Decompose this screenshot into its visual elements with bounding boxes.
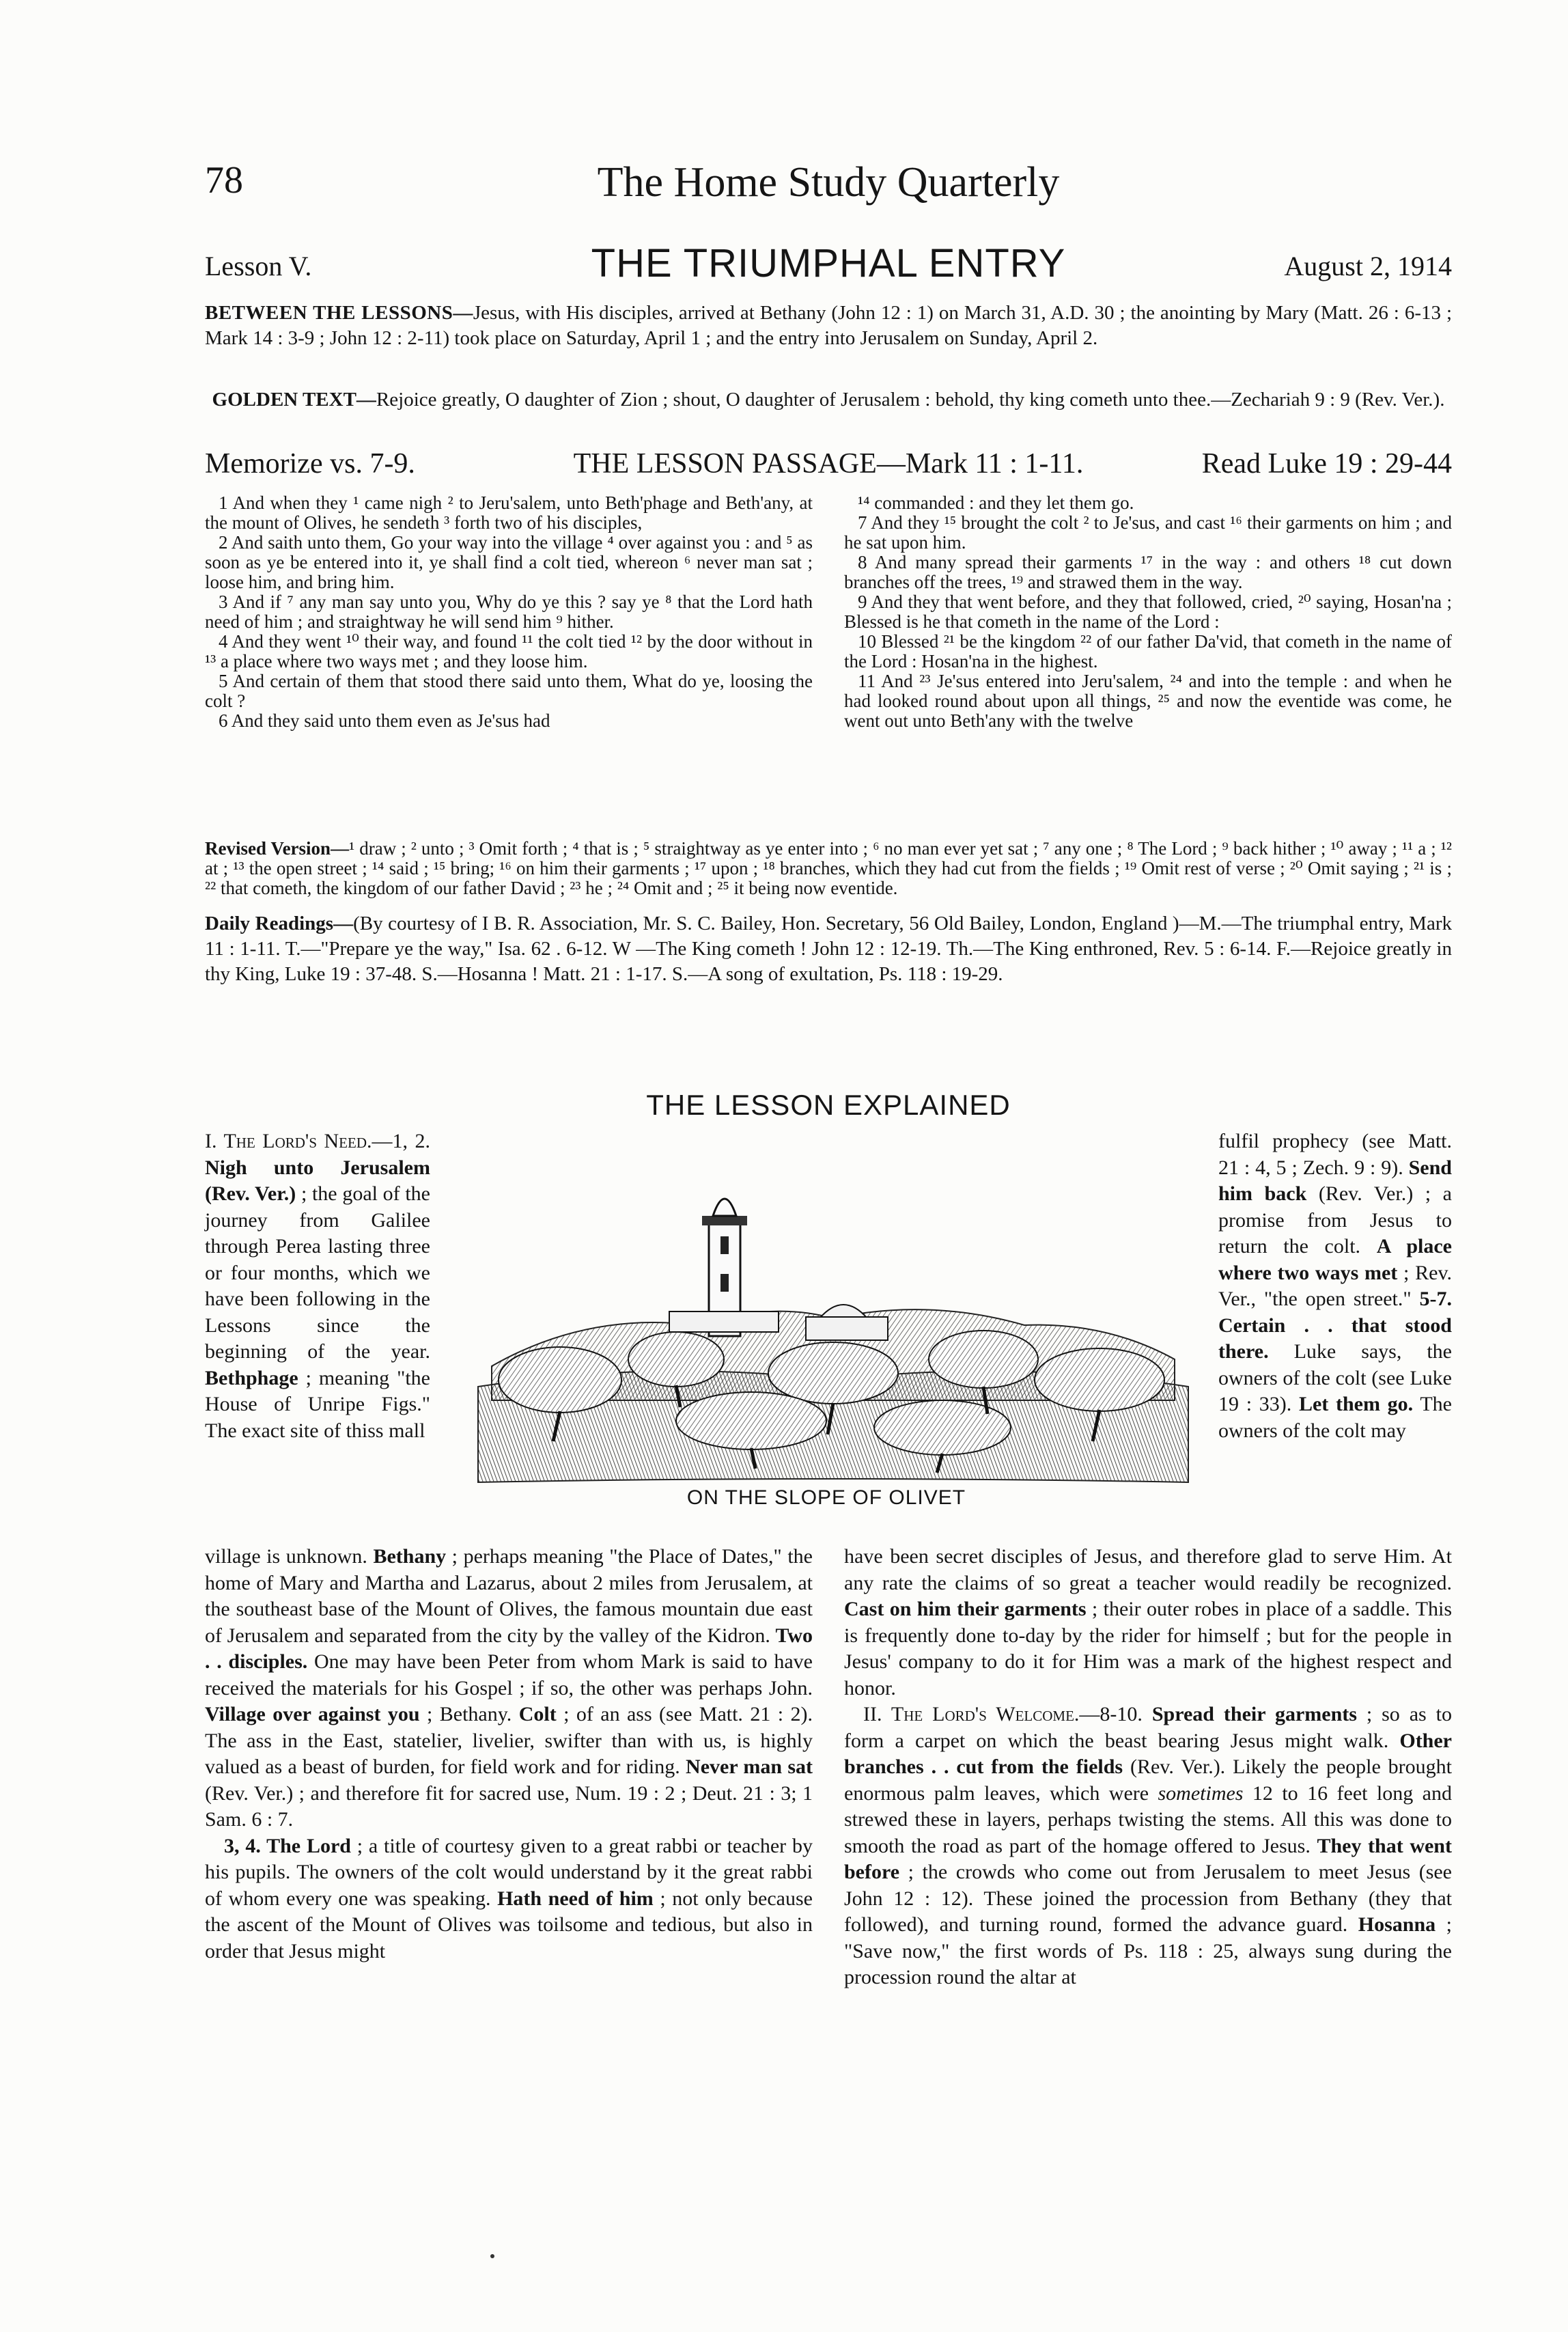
body-text: ; meaning "the House of Unripe Figs." The exact site of thiss mall — [205, 1366, 430, 1442]
term-send-back: Send him back — [1218, 1156, 1452, 1205]
body-text: (Rev. Ver.) ; a promise from Jesus to return the colt. — [1218, 1182, 1452, 1258]
body-text: ; so as to form a carpet on which the beast bearing Jesus might walk. — [844, 1703, 1452, 1752]
section-2-verse-ref: —8-10. — [1079, 1703, 1152, 1725]
lesson-explained-heading: THE LESSON EXPLAINED — [646, 1089, 1011, 1121]
golden-text-body: Rejoice greatly, O daughter of Zion ; shout, O daughter of Jerusalem : behold, thy king cometh unto thee.—Zechariah 9 : 9 (Rev. Ver.). — [376, 389, 1445, 411]
verse-7: 7 And they ¹⁵ brought the colt ² to Je'sus, and cast ¹⁶ their garments on him ; and he sat upon him. — [844, 512, 1452, 553]
lesson-title: THE TRIUMPHAL ENTRY — [591, 241, 1066, 286]
body-text: (Rev. Ver.). Likely the people brought enormous palm leaves, which were — [844, 1755, 1452, 1805]
body-text: (Rev. Ver.) ; and therefore fit for sacred use, Num. 19 : 2 ; Deut. 21 : 3; 1 Sam. 6 : 7. — [205, 1781, 813, 1831]
term-colt: Colt — [518, 1703, 557, 1725]
term-bethphage: Bethphage — [205, 1366, 298, 1389]
explained-column-a — [205, 1128, 430, 1444]
verse-1: 1 And when they ¹ came nigh ² to Jeru'salem, unto Beth'phage and Beth'any, at the mount of Olives, he sendeth ³ forth two of his disciples, — [205, 492, 813, 533]
between-lessons-label: BETWEEN THE LESSONS— — [205, 302, 473, 324]
term-two-disciples: Two . . disciples. — [205, 1624, 813, 1673]
periodical-title: The Home Study Quarterly — [597, 159, 1060, 206]
memorize-verses: Memorize vs. 7-9. — [205, 448, 415, 480]
olivet-illustration — [451, 1154, 1202, 1496]
body-text-italic: sometimes — [1158, 1781, 1244, 1805]
term-spread-garments: Spread their garments — [1151, 1703, 1357, 1725]
body-text: village is unknown. — [205, 1545, 374, 1568]
verse-10: 10 Blessed ²¹ be the kingdom ²² of our father Da'vid, that cometh in the name of the Lord : Hosan'na in the highest. — [844, 631, 1452, 671]
body-text: The owners of the colt may — [1218, 1393, 1452, 1442]
term-certain-stood-there: 5-7. Certain . . that stood there. — [1218, 1288, 1452, 1363]
body-text: ; "Save now," the first words of Ps. 118 : 25, always sung during the procession round the altar at — [844, 1913, 1452, 1988]
daily-readings-label: Daily Readings— — [205, 913, 354, 934]
term-hath-need: Hath need of him — [497, 1887, 654, 1910]
revised-version-text: ¹ draw ; ² unto ; ³ Omit forth ; ⁴ that is ; ⁵ straightway as ye enter into ; ⁶ no man ever yet sat ; ⁷ any one ; ⁸ The Lord ; ⁹ back hither ; ¹⁰ away ; ¹¹ a ; ¹² at ; ¹³ the open street ; ¹⁴ said ; ¹⁵ bring; ¹⁶ on him their garments ; ¹⁷ upon ; ¹⁸ branches, which they had cut from the fields ; ¹⁹ Omit rest of verse ; ²⁰ Omit saying ; ²¹ is ; ²² that cometh, the kingdom of our father David ; ²³ he ; ²⁴ Omit and ; ²⁵ it being now eventide. — [205, 838, 1452, 898]
body-text: Luke says, the owners of the colt (see Luke 19 : 33). — [1218, 1340, 1452, 1415]
verse-9: 9 And they that went before, and they that followed, cried, ²⁰ saying, Hosan'na ; Blessed is he that cometh in the name of the Lord : — [844, 592, 1452, 632]
term-place-two-ways: A place where two ways met — [1218, 1235, 1452, 1284]
lesson-header — [205, 240, 1452, 288]
term-nigh-jerusalem: Nigh unto Jerusalem (Rev. Ver.) — [205, 1156, 430, 1205]
revised-version-label: Revised Version— — [205, 838, 350, 859]
term-cast-garments: Cast on him their garments — [844, 1598, 1087, 1620]
body-text: ; Bethany. — [419, 1703, 519, 1725]
body-text: 12 to 16 feet long and strewed these in layers, perhaps twisting the stems. All this was done to smooth the road as part of the homage offered to Jesus. — [844, 1781, 1452, 1857]
golden-text — [205, 388, 1452, 412]
explained-column-c — [844, 1544, 1452, 1991]
verse-5: 5 And certain of them that stood there said unto them, What do ye, loosing the colt ? — [205, 671, 813, 711]
running-head — [205, 158, 1452, 220]
body-text: ; of an ass (see Matt. 21 : 2). The ass in the East, statelier, livelier, swifter than with us, is highly valued as a beast of burden, for field work and for riding. — [205, 1703, 813, 1778]
body-text: ; Rev. Ver., "the open street." — [1218, 1261, 1453, 1310]
passage-column-left — [205, 493, 813, 731]
explained-column-b — [205, 1544, 813, 1965]
body-text: ; a title of courtesy given to a great rabbi or teacher by his pupils. The owners of the colt would understand by it the great rabbi of whom every one was speaking. — [205, 1834, 813, 1910]
verse-6: 6 And they said unto them even as Je'sus had — [219, 710, 550, 731]
verse-2: 2 And saith unto them, Go your way into the village ⁴ over against you : and ⁵ as soon as ye be entered into it, ye shall find a colt tied, whereon ⁶ never man sat ; loose him, and bring him. — [205, 532, 813, 592]
body-text: fulfil prophecy (see Matt. 21 : 4, 5 ; Zech. 9 : 9). — [1218, 1130, 1452, 1179]
term-let-them-go: Let them go. — [1298, 1393, 1414, 1415]
body-text: ; not only because the ascent of the Mount of Olives was toilsome and tedious, but also in order that Jesus might — [205, 1887, 813, 1962]
term-hosanna: Hosanna — [1358, 1913, 1436, 1936]
lesson-number: Lesson V. — [205, 251, 312, 281]
passage-title: THE LESSON PASSAGE—Mark 11 : 1-11. — [573, 448, 1084, 480]
term-other-branches: Other branches . . cut from the fields — [844, 1729, 1452, 1778]
illustration-caption: ON THE SLOPE OF OLIVET — [686, 1486, 966, 1509]
passage-column-right — [844, 493, 1452, 731]
verse-4: 4 And they went ¹⁰ their way, and found ¹¹ the colt tied ¹² by the door without in ¹³ a place where two ways met ; and they loose him. — [205, 631, 813, 671]
revised-version-notes — [205, 839, 1452, 898]
body-text: ; the crowds who come out from Jerusalem to meet Jesus (see John 12 : 12). These joined the procession from Bethany (they that followed), and turning round, formed the advance guard. — [844, 1861, 1452, 1936]
verse-8: 8 And many spread their garments ¹⁷ in the way : and others ¹⁸ cut down branches off the trees, ¹⁹ and strawed them in the way. — [844, 552, 1452, 592]
term-went-before: They that went before — [844, 1834, 1452, 1883]
explained-column-d — [1218, 1128, 1452, 1444]
term-village: Village over against you — [205, 1703, 420, 1725]
between-lessons-text: Jesus, with His disciples, arrived at Bethany (John 12 : 1) on March 31, A.D. 30 ; the anointing by Mary (Matt. 26 : 6-13 ; Mark 14 : 3-9 ; John 12 : 2-11) took place on Saturday, April 1 ; and the entry into Jerusalem on Sunday, April 2. — [205, 302, 1452, 349]
verse-6-continued: ¹⁴ commanded : and they let them go. — [858, 492, 1134, 513]
lesson-date: August 2, 1914 — [1284, 251, 1452, 281]
body-text: ; their outer robes in place of a saddle. This is frequently done to-day by the rider for himself ; but for the people in Jesus' company to do it for Him was a mark of the highest respect and honor. — [844, 1598, 1452, 1699]
printer-dot — [490, 2254, 494, 2258]
body-text: ; the goal of the journey from Galilee through Perea lasting three or four months, which we have been following in the Lessons since the beginning of the year. — [205, 1182, 430, 1363]
section-1-heading: I. The Lord's Need. — [205, 1130, 372, 1152]
term-never-man-sat: Never man sat — [686, 1755, 813, 1778]
body-text: One may have been Peter from whom Mark is said to have received the materials for his Gospel ; if so, the other was perhaps John. — [205, 1650, 813, 1699]
term-bethany: Bethany — [373, 1545, 447, 1568]
page-number: 78 — [205, 159, 243, 202]
body-text: ; perhaps meaning "the Place of Dates," the home of Mary and Martha and Lazarus, about 2 miles from Jerusalem, at the southeast base of the Mount of Olives, the famous mountain due east of Jerusalem and separated from the city by the valley of the Kidron. — [205, 1545, 813, 1647]
verse-ref-3-4: 3, 4. — [224, 1834, 267, 1857]
section-1-verse-ref: —1, 2. — [372, 1130, 430, 1152]
read-reference: Read Luke 19 : 29-44 — [1201, 448, 1452, 480]
between-lessons — [205, 301, 1452, 351]
verse-11: 11 And ²³ Je'sus entered into Jeru'salem, ²⁴ and into the temple : and when he had looked round about upon all things, ²⁵ and now the eventide was come, he went out unto Beth'any with the twelve — [844, 671, 1452, 731]
daily-readings — [205, 911, 1452, 987]
daily-readings-text: (By courtesy of I B. R. Association, Mr. S. C. Bailey, Hon. Secretary, 56 Old Bailey, London, England )—M.—The triumphal entry, Mark 11 : 1-11. T.—"Prepare ye the way," Isa. 62 . 6-12. W —The King cometh ! John 12 : 12-19. Th.—The King enthroned, Rev. 5 : 6-14. F.—Rejoice greatly in thy King, Luke 19 : 37-48. S.—Hosanna ! Matt. 21 : 1-17. S.—A song of exultation, Ps. 118 : 19-29. — [205, 913, 1452, 985]
olivet-engraving — [451, 1154, 1202, 1496]
passage-header — [205, 447, 1452, 486]
term-the-lord: The Lord — [266, 1834, 351, 1857]
golden-text-label: GOLDEN TEXT— — [212, 389, 376, 411]
verse-3: 3 And if ⁷ any man say unto you, Why do ye this ? say ye ⁸ that the Lord hath need of him ; and straightway he will send him ⁹ hither. — [205, 592, 813, 632]
section-2-heading: II. The Lord's Welcome. — [863, 1703, 1080, 1725]
body-text: have been secret disciples of Jesus, and therefore glad to serve Him. At any rate the claims of so great a teacher would readily be recognized. — [844, 1545, 1452, 1594]
